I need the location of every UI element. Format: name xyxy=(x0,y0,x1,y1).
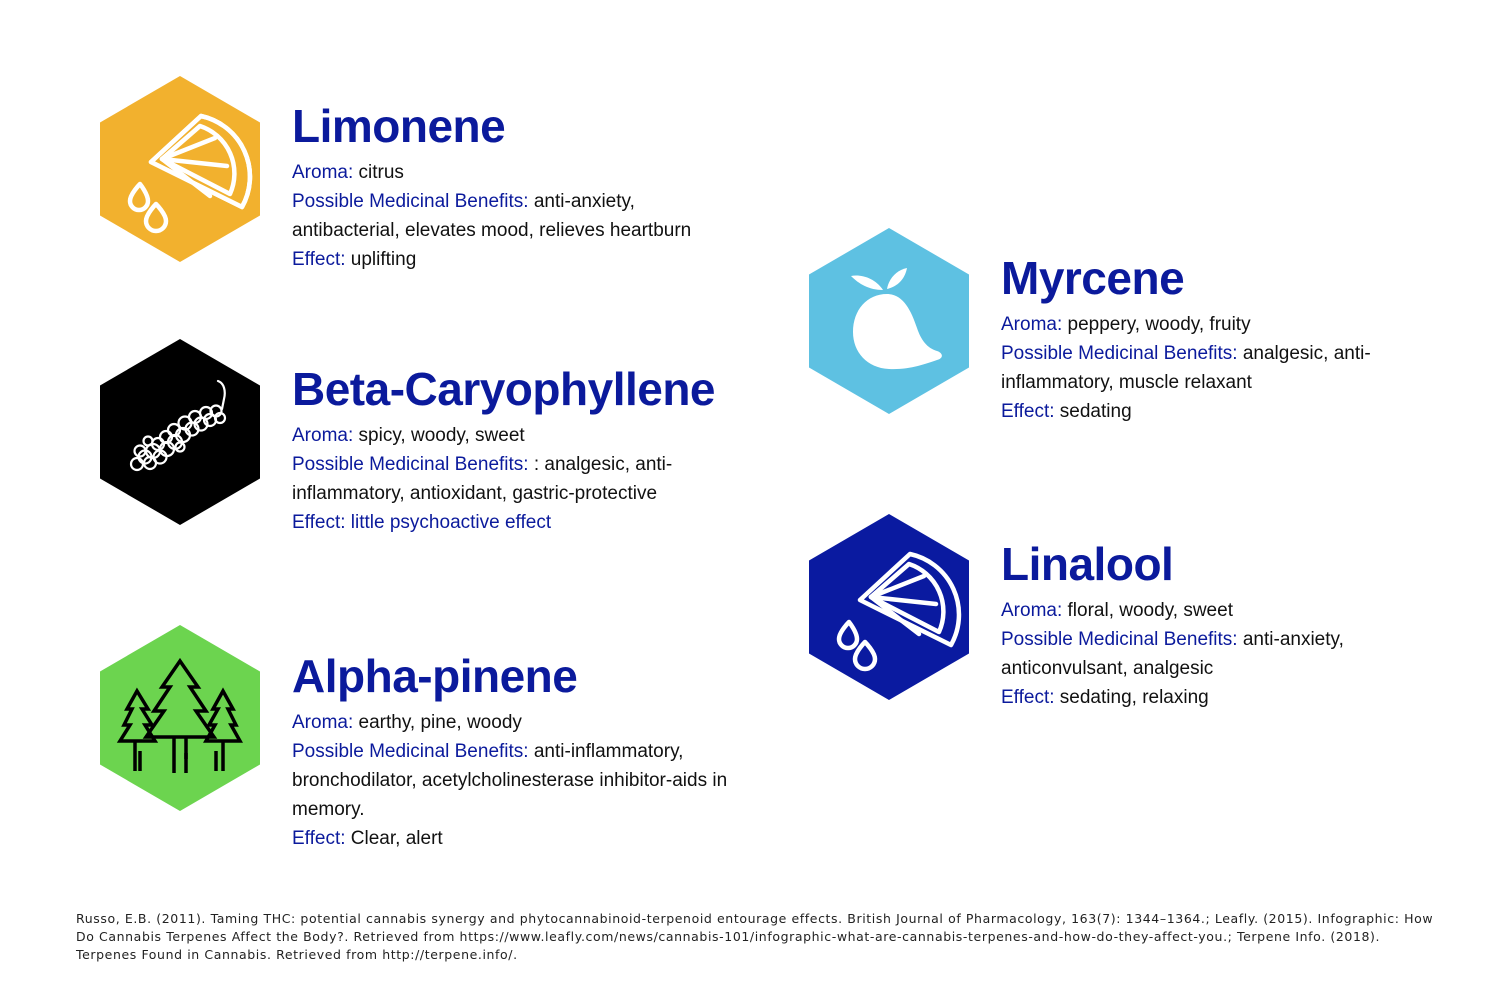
effect-value: sedating, relaxing xyxy=(1059,687,1209,708)
aroma-label: Aroma: xyxy=(292,425,354,446)
benefits-continued: bronchodilator, acetylcholinesterase inhibitor-aids in xyxy=(292,770,728,791)
effect-value: sedating xyxy=(1059,401,1132,422)
effect-line xyxy=(1001,397,1471,426)
benefits-line xyxy=(292,450,822,479)
caryophyllene-hexagon xyxy=(100,339,260,525)
effect-label: Effect: xyxy=(292,512,346,533)
aroma-value: peppery, woody, fruity xyxy=(1067,314,1251,335)
limonene-hexagon xyxy=(100,76,260,262)
aroma-value: spicy, woody, sweet xyxy=(358,425,525,446)
aroma-line xyxy=(1001,596,1471,625)
aroma-value: earthy, pine, woody xyxy=(358,712,522,733)
effect-line xyxy=(292,245,822,274)
benefits-continued: antibacterial, elevates mood, relieves heartburn xyxy=(292,220,692,241)
benefits-line xyxy=(292,737,822,766)
pine-trees-icon xyxy=(100,625,260,811)
terpene-title: Linalool xyxy=(1001,538,1174,590)
aroma-value: floral, woody, sweet xyxy=(1067,600,1233,621)
aroma-label: Aroma: xyxy=(292,712,354,733)
effect-label: Effect: xyxy=(1001,401,1055,422)
aroma-label: Aroma: xyxy=(292,162,354,183)
effect-line xyxy=(292,508,822,537)
benefits-value: anti-inflammatory, xyxy=(533,741,684,762)
aroma-line xyxy=(292,421,822,450)
lemon-slice-icon xyxy=(100,76,260,262)
effect-label: Effect: xyxy=(1001,687,1055,708)
benefits-value: anti-anxiety, xyxy=(1242,629,1344,650)
limonene-card xyxy=(292,100,822,274)
effect-value: uplifting xyxy=(350,249,417,270)
benefits-continued: inflammatory, antioxidant, gastric-protective xyxy=(292,483,658,504)
citrus-slice-icon xyxy=(809,514,969,700)
caryophyllene-card xyxy=(292,363,822,537)
terpene-title: Limonene xyxy=(292,100,506,152)
myrcene-card xyxy=(1001,252,1471,426)
aroma-line xyxy=(292,708,822,737)
myrcene-hexagon xyxy=(809,228,969,414)
benefits-line xyxy=(292,187,822,216)
benefits-continued: inflammatory, muscle relaxant xyxy=(1001,372,1252,393)
mango-icon xyxy=(809,228,969,414)
benefits-label: Possible Medicinal Benefits: xyxy=(1001,629,1238,650)
peppercorn-cluster-icon xyxy=(100,339,260,525)
benefits-value: analgesic, anti- xyxy=(1242,343,1371,364)
effect-line xyxy=(292,824,822,853)
citation-footer: Russo, E.B. (2011). Taming THC: potential cannabis synergy and phytocannabinoid-terpenoid entourage effects. British Journal of Pharmacology, 163(7): 1344–1364.; Leafly. (2015). Infographic: How Do Cannabis Terpenes Affect the Body?. Retrieved from https://www.leafly.com/news/cannabis-101/infographic-what-are-cannabis-terpenes-and-how-do-they-affect-you.; Terpene Info. (2018). Terpenes Found in Cannabis. Retrieved from http://terpene.info/. xyxy=(76,911,1434,962)
benefits-label: Possible Medicinal Benefits: xyxy=(292,454,529,475)
benefits-continued: memory. xyxy=(292,799,365,820)
benefits-label: Possible Medicinal Benefits: xyxy=(1001,343,1238,364)
effect-value: little psychoactive effect xyxy=(350,512,552,533)
linalool-hexagon xyxy=(809,514,969,700)
effect-value: Clear, alert xyxy=(350,828,443,849)
terpene-title: Alpha-pinene xyxy=(292,650,578,702)
effect-label: Effect: xyxy=(292,828,346,849)
benefits-line xyxy=(1001,339,1471,368)
linalool-card xyxy=(1001,538,1471,712)
aroma-line xyxy=(1001,310,1471,339)
benefits-label: Possible Medicinal Benefits: xyxy=(292,191,529,212)
aroma-line xyxy=(292,158,822,187)
pinene-hexagon xyxy=(100,625,260,811)
benefits-continued: anticonvulsant, analgesic xyxy=(1001,658,1214,679)
pinene-card xyxy=(292,650,822,853)
benefits-value: : analgesic, anti- xyxy=(533,454,673,475)
benefits-line xyxy=(1001,625,1471,654)
aroma-value: citrus xyxy=(358,162,404,183)
terpene-title: Beta-Caryophyllene xyxy=(292,363,716,415)
aroma-label: Aroma: xyxy=(1001,314,1063,335)
effect-label: Effect: xyxy=(292,249,346,270)
terpene-title: Myrcene xyxy=(1001,252,1185,304)
benefits-label: Possible Medicinal Benefits: xyxy=(292,741,529,762)
aroma-label: Aroma: xyxy=(1001,600,1063,621)
benefits-value: anti-anxiety, xyxy=(533,191,635,212)
effect-line xyxy=(1001,683,1471,712)
